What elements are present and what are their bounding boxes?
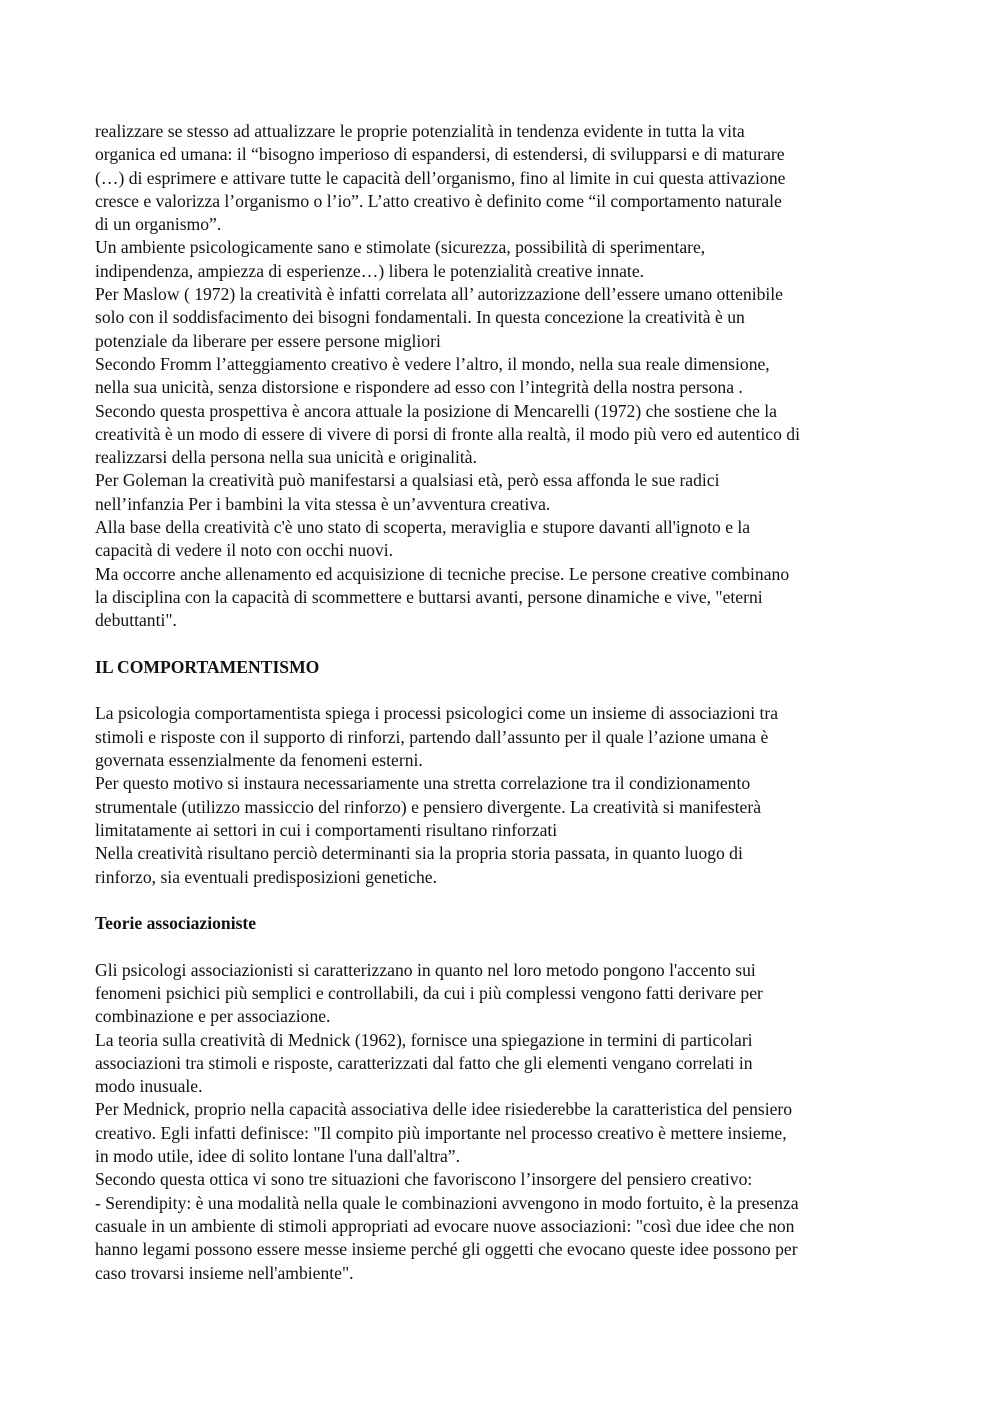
paragraph [95, 236, 915, 283]
text-line: capacità di vedere il noto con occhi nuovi. [95, 540, 394, 561]
paragraph [95, 702, 915, 772]
paragraph [95, 1168, 915, 1191]
text-line: Nella creatività risultano perciò determinanti sia la propria storia passata, in quanto luogo di [95, 843, 743, 864]
text-line: debuttanti". [95, 610, 177, 631]
paragraph [95, 120, 915, 236]
text-line: casuale in un ambiente di stimoli appropriati ad evocare nuove associazioni: "così due idee che non [95, 1215, 795, 1236]
paragraph [95, 563, 915, 633]
paragraph [95, 353, 915, 400]
text-line: Secondo Fromm l’atteggiamento creativo è vedere l’altro, il mondo, nella sua reale dimensione, [95, 353, 770, 374]
text-line: Per Goleman la creatività può manifestarsi a qualsiasi età, però essa affonda le sue radici [95, 470, 720, 491]
spacer [95, 935, 915, 958]
spacer [95, 889, 915, 912]
text-line: nella sua unicità, senza distorsione e rispondere ad esso con l’integrità della nostra persona . [95, 377, 743, 398]
text-line: realizzarsi della persona nella sua unicità e originalità. [95, 447, 478, 468]
text-line: Per questo motivo si instaura necessariamente una stretta correlazione tra il condizionamento [95, 773, 751, 794]
text-line: nell’infanzia Per i bambini la vita stessa è un’avventura creativa. [95, 493, 551, 514]
text-line: modo inusuale. [95, 1076, 203, 1097]
text-line: organica ed umana: il “bisogno imperioso di espandersi, di estendersi, di svilupparsi e di maturare [95, 144, 785, 165]
text-line: governata essenzialmente da fenomeni esterni. [95, 750, 423, 771]
text-line: Secondo questa prospettiva è ancora attuale la posizione di Mencarelli (1972) che sostiene che la [95, 400, 777, 421]
text-line: Alla base della creatività c'è uno stato di scoperta, meraviglia e stupore davanti all'ignoto e la [95, 517, 751, 538]
text-line: Per Maslow ( 1972) la creatività è infatti correlata all’ autorizzazione dell’essere umano ottenibile [95, 284, 783, 305]
text-line: creativo. Egli infatti definisce: "Il compito più importante nel processo creativo è mettere insieme, [95, 1122, 787, 1143]
text-line: La psicologia comportamentista spiega i processi psicologici come un insieme di associazioni tra [95, 703, 779, 724]
document-body [95, 120, 915, 1285]
spacer [95, 679, 915, 702]
text-line: Secondo questa ottica vi sono tre situazioni che favoriscono l’insorgere del pensiero creativo: [95, 1169, 753, 1190]
paragraph [95, 400, 915, 470]
text-line: di un organismo”. [95, 214, 222, 235]
text-line: Un ambiente psicologicamente sano e stimolate (sicurezza, possibilità di sperimentare, [95, 237, 706, 258]
paragraph [95, 772, 915, 842]
text-line: strumentale (utilizzo massiccio del rinforzo) e pensiero divergente. La creatività si manifesterà [95, 796, 762, 817]
paragraph [95, 283, 915, 353]
paragraph [95, 1029, 915, 1099]
text-line: solo con il soddisfacimento dei bisogni fondamentali. In questa concezione la creatività è un [95, 307, 745, 328]
text-line: hanno legami possono essere messe insieme perché gli oggetti che evocano queste idee possono per [95, 1239, 798, 1260]
text-line: stimoli e risposte con il supporto di rinforzi, partendo dall’assunto per il quale l’azione umana è [95, 726, 769, 747]
paragraph [95, 959, 915, 1029]
text-line: Per Mednick, proprio nella capacità associativa delle idee risiederebbe la caratteristica del pensiero [95, 1099, 793, 1120]
paragraph [95, 469, 915, 516]
text-line: combinazione e per associazione. [95, 1006, 331, 1027]
text-line: cresce e valorizza l’organismo o l’io”. L’atto creativo è definito come “il comportamento naturale [95, 190, 782, 211]
text-line: Ma occorre anche allenamento ed acquisizione di tecniche precise. Le persone creative combinano [95, 563, 790, 584]
text-line: rinforzo, sia eventuali predisposizioni genetiche. [95, 866, 437, 887]
text-line: fenomeni psichici più semplici e controllabili, da cui i più complessi vengono fatti derivare per [95, 982, 763, 1003]
text-line: limitatamente ai settori in cui i comportamenti risultano rinforzati [95, 819, 558, 840]
text-line: (…) di esprimere e attivare tutte le capacità dell’organismo, fino al limite in cui questa attivazione [95, 167, 786, 188]
spacer [95, 633, 915, 656]
text-line: potenziale da liberare per essere persone migliori [95, 330, 441, 351]
section-heading: Teorie associazioniste [95, 913, 257, 934]
paragraph [95, 1098, 915, 1168]
text-line: indipendenza, ampiezza di esperienze…) libera le potenzialità creative innate. [95, 260, 645, 281]
section-heading: IL COMPORTAMENTISMO [95, 656, 320, 677]
paragraph [95, 1192, 915, 1285]
text-line: realizzare se stesso ad attualizzare le proprie potenzialità in tendenza evidente in tutta la vita [95, 121, 745, 141]
text-line: in modo utile, idee di solito lontane l'una dall'altra”. [95, 1146, 460, 1167]
text-line: Gli psicologi associazionisti si caratterizzano in quanto nel loro metodo pongono l'accento sui [95, 959, 756, 980]
paragraph [95, 842, 915, 889]
text-line: caso trovarsi insieme nell'ambiente". [95, 1262, 354, 1283]
text-line: - Serendipity: è una modalità nella quale le combinazioni avvengono in modo fortuito, è la presenza [95, 1192, 799, 1213]
text-line: associazioni tra stimoli e risposte, caratterizzati dal fatto che gli elementi vengano correlati in [95, 1052, 753, 1073]
text-line: creatività è un modo di essere di vivere di porsi di fronte alla realtà, il modo più vero ed autentico di [95, 423, 800, 444]
paragraph [95, 516, 915, 563]
text-line: La teoria sulla creatività di Mednick (1962), fornisce una spiegazione in termini di particolari [95, 1029, 753, 1050]
text-line: la disciplina con la capacità di scommettere e buttarsi avanti, persone dinamiche e vive, "eterni [95, 586, 763, 607]
